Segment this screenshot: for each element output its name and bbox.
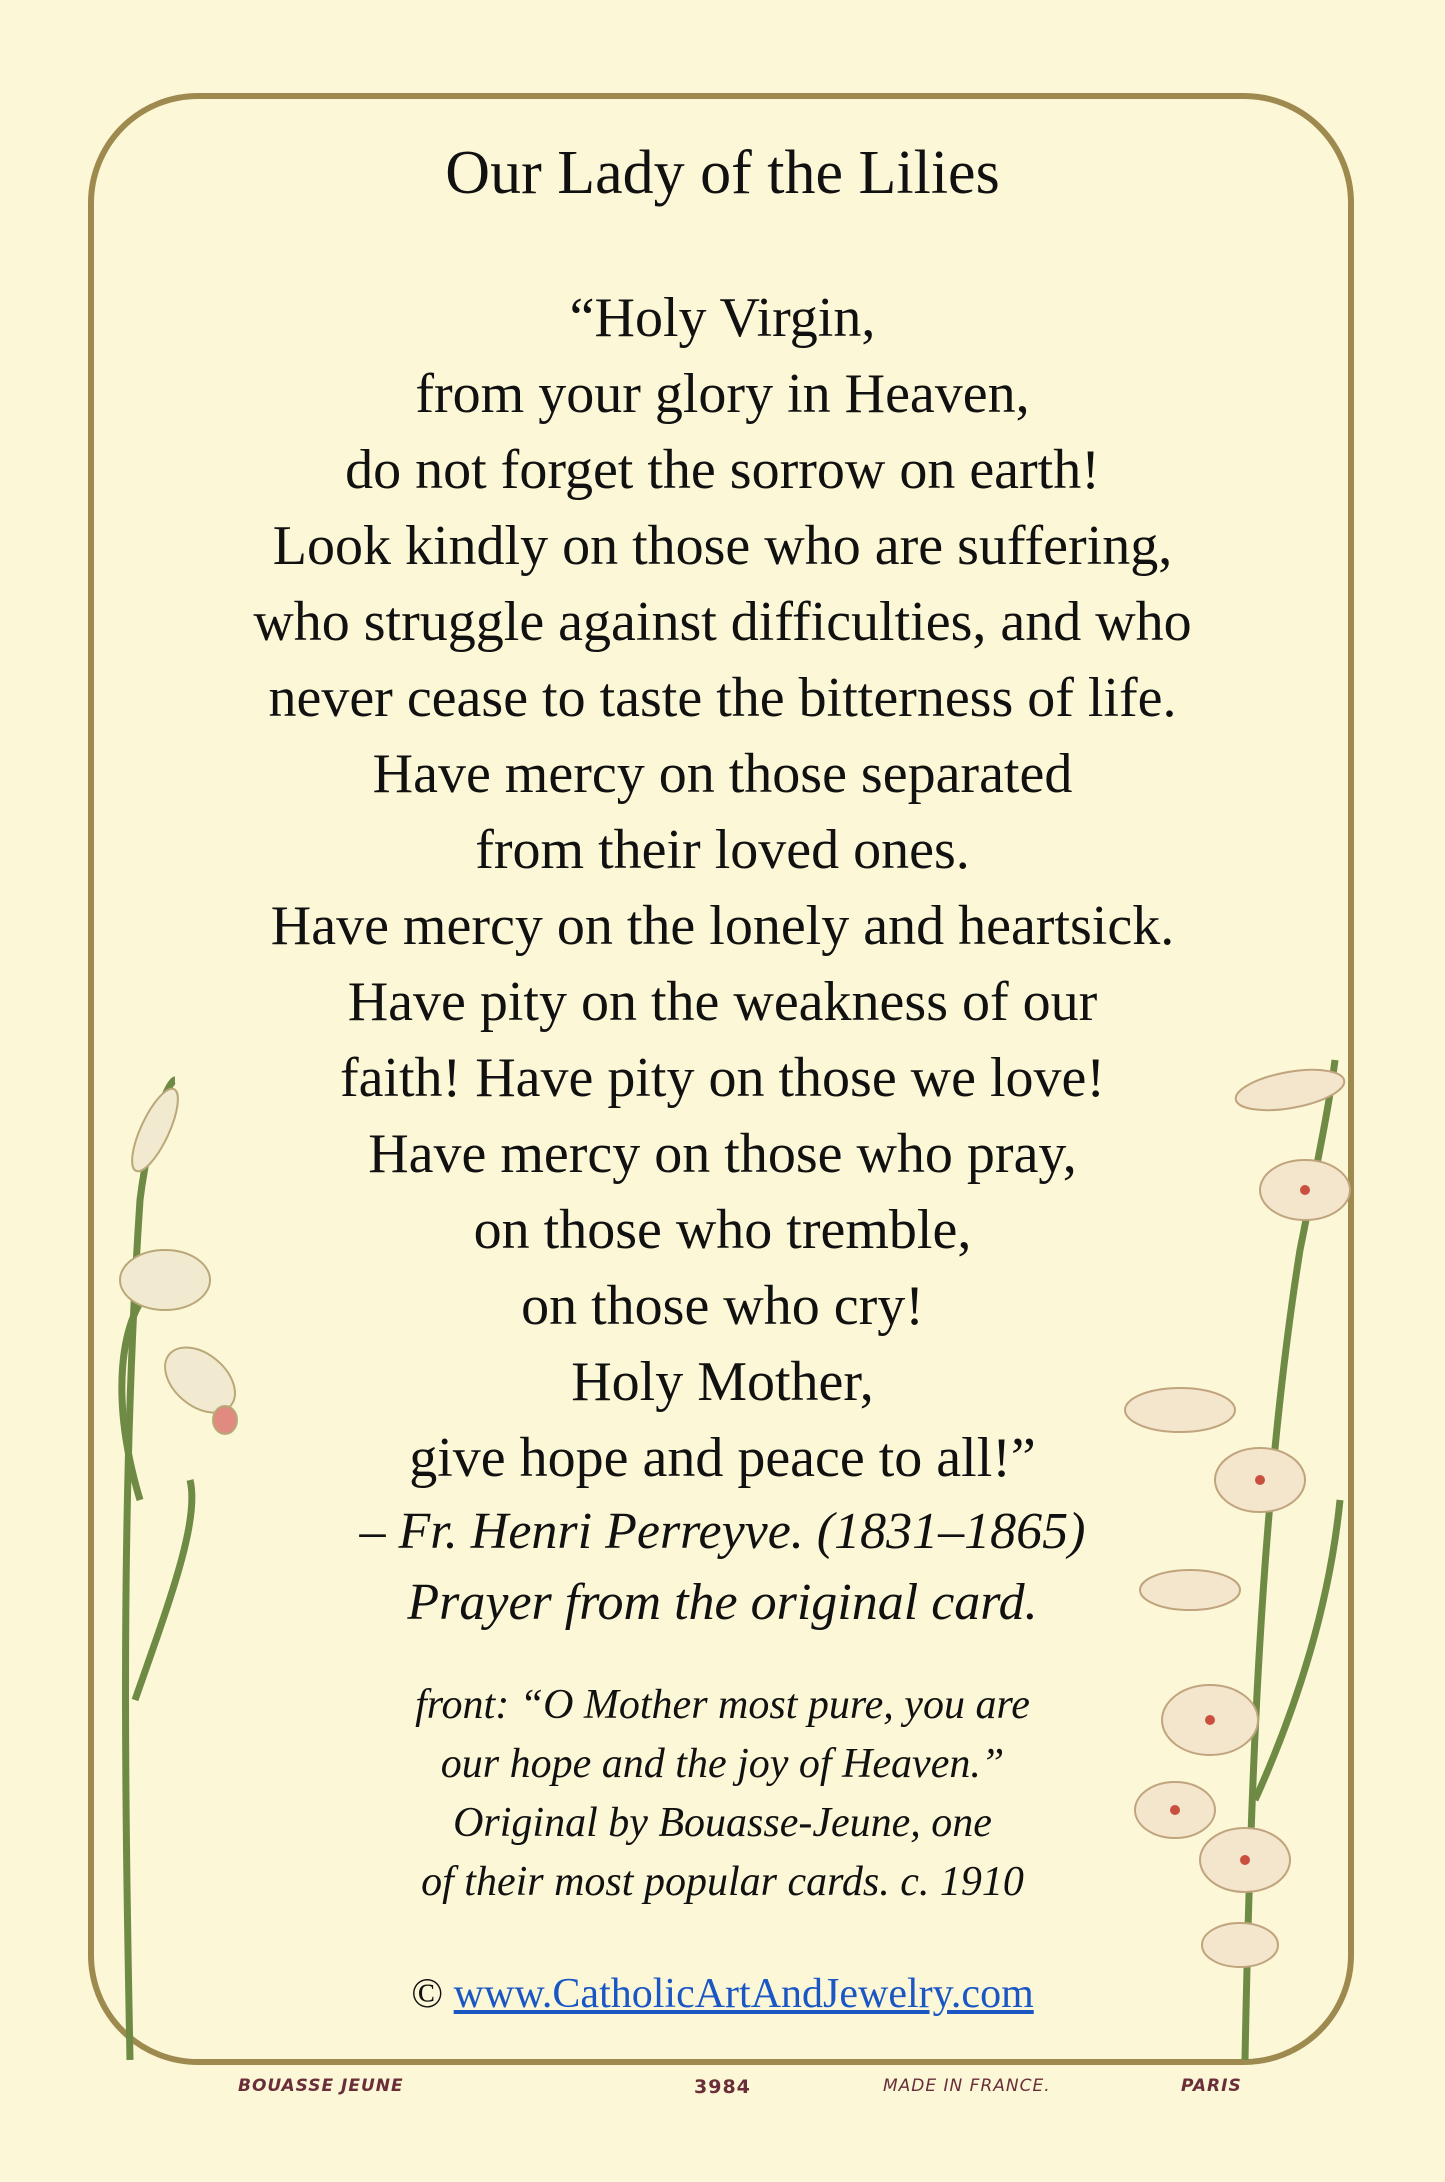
attribution xyxy=(0,1496,1445,1638)
copyright-symbol: © xyxy=(411,1971,444,2017)
prayer-line: Look kindly on those who are suffering, xyxy=(272,515,1173,577)
author-line: – Fr. Henri Perreyve. (1831–1865) xyxy=(359,1503,1086,1560)
prayer-line: from your glory in Heaven, xyxy=(415,363,1030,425)
footer-number: 3984 xyxy=(694,2076,751,2098)
prayer-line: on those who tremble, xyxy=(473,1199,972,1261)
prayer-line: who struggle against difficulties, and who xyxy=(253,591,1192,653)
prayer-line: on those who cry! xyxy=(521,1275,924,1337)
source-line: Prayer from the original card. xyxy=(407,1574,1038,1631)
prayer-line: Have mercy on those who pray, xyxy=(368,1123,1077,1185)
prayer-line: give hope and peace to all!” xyxy=(409,1427,1036,1489)
prayer-line: “Holy Virgin, xyxy=(569,287,876,349)
prayer-line: do not forget the sorrow on earth! xyxy=(345,439,1100,501)
note-line: front: “O Mother most pure, you are xyxy=(415,1682,1030,1728)
prayer-line: faith! Have pity on those we love! xyxy=(339,1047,1106,1109)
note-line: of their most popular cards. c. 1910 xyxy=(421,1859,1024,1905)
footer-publisher: BOUASSE JEUNE xyxy=(238,2076,404,2096)
prayer-line: Holy Mother, xyxy=(571,1351,874,1413)
prayer-line: Have mercy on those separated xyxy=(372,743,1073,805)
prayer-line: never cease to taste the bitterness of life. xyxy=(268,667,1177,729)
footer-city: PARIS xyxy=(1181,2076,1242,2096)
card-note xyxy=(0,1676,1445,1912)
prayer-text xyxy=(0,280,1445,1496)
footer-made-in: MADE IN FRANCE. xyxy=(883,2076,1051,2096)
card-title: Our Lady of the Lilies xyxy=(445,139,1000,207)
prayer-line: Have mercy on the lonely and heartsick. xyxy=(270,895,1175,957)
copyright-line xyxy=(0,1970,1445,2018)
note-line: Original by Bouasse-Jeune, one xyxy=(453,1800,992,1846)
prayer-line: from their loved ones. xyxy=(475,819,970,881)
note-line: our hope and the joy of Heaven.” xyxy=(440,1741,1005,1787)
website-link[interactable]: www.CatholicArtAndJewelry.com xyxy=(453,1971,1034,2017)
prayer-line: Have pity on the weakness of our xyxy=(347,971,1098,1033)
